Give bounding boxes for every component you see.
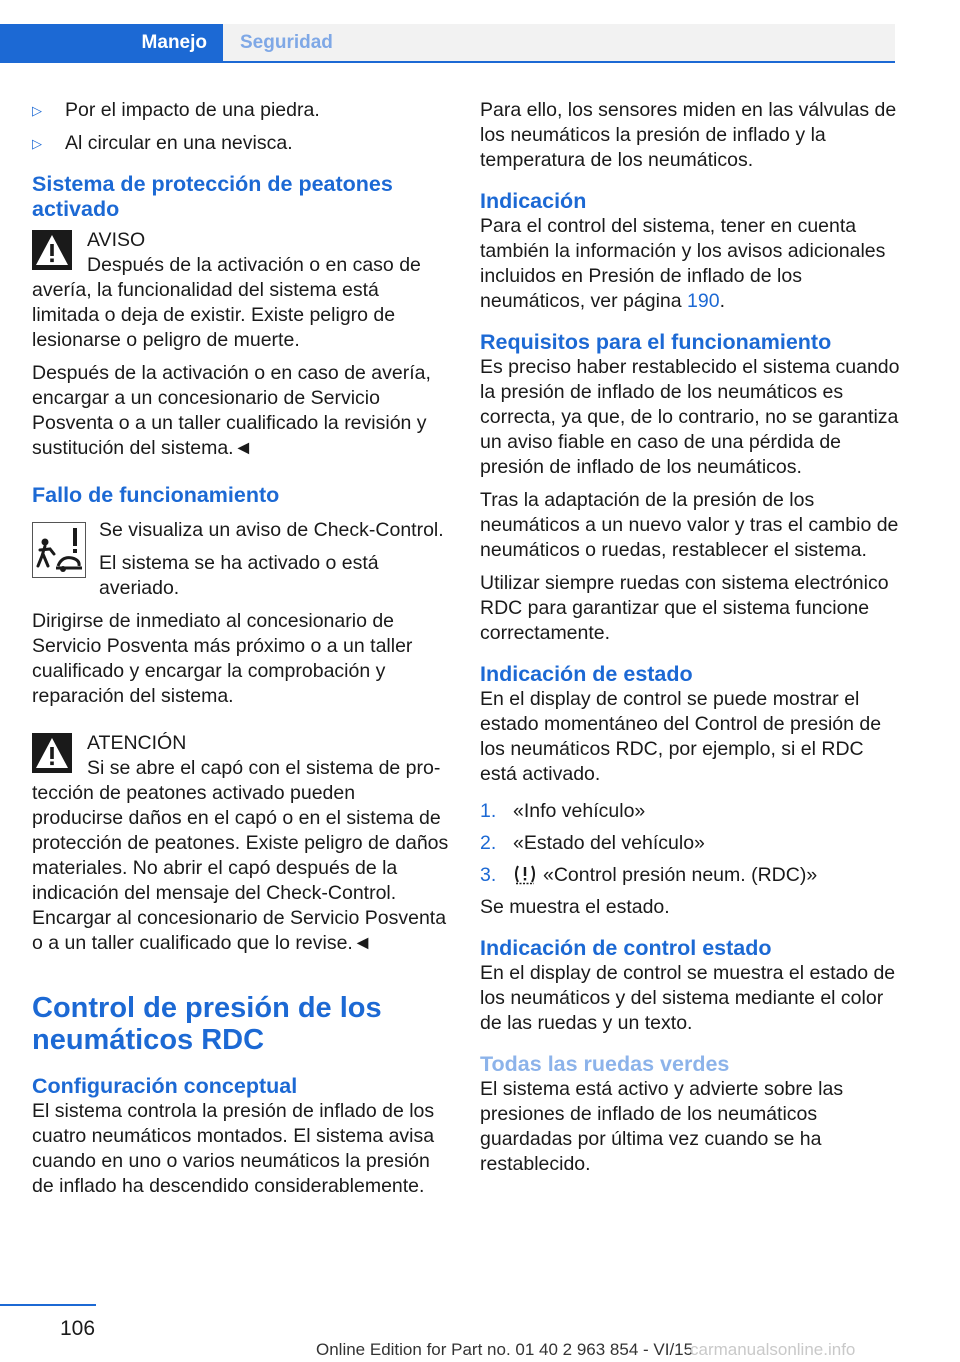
paragraph: Utilizar siempre ruedas con sistema electrónico RDC para garantizar que el sistema funcione correctamente. <box>480 572 889 644</box>
warning-text: Después de la activación o en caso de <box>87 254 421 276</box>
paragraph: Tras la adaptación de la presión de los neumáticos a un nuevo valor y tras el cambio de neumáticos o ruedas, restablecer el sistema. <box>480 489 899 561</box>
section-heading-all-green: Todas las ruedas verdes <box>480 1052 730 1076</box>
paragraph: Es preciso haber restablecido el sistema cuando la presión de inflado de los neumáticos es correcta, ya que, de lo contrario, no se garantiza un aviso fiable en caso de una pérdida de presión de inflado de los neumáticos. <box>480 356 900 478</box>
watermark: carmanualsonline.info <box>690 1340 856 1359</box>
step-list <box>480 799 900 888</box>
warning-triangle-icon <box>32 733 72 773</box>
list-item: 2. «Estado del vehículo» <box>480 832 705 854</box>
page-header <box>0 0 960 64</box>
paragraph: En el display de control se muestra el estado de los neumáticos y del sistema mediante el color de las ruedas y un texto. <box>480 962 896 1034</box>
section-heading-concept: Configuración conceptual <box>32 1074 298 1098</box>
paragraph: Para ello, los sensores miden en las válvulas de los neumáticos la presión de inflado y la temperatura de los neumáticos. <box>480 99 897 171</box>
header-rule <box>0 61 895 63</box>
paragraph: El sistema controla la presión de inflado de los cuatro neumáticos montados. El sistema avisa cuando en uno o varios neumáticos la presión de inflado ha descendido considerablemente. <box>32 1100 435 1197</box>
fault-line-2: El sistema se ha activado o está averiado. <box>99 552 379 599</box>
paragraph: Dirigirse de inmediato al concesionario de Servicio Posventa más próximo o a un taller cualificado y encargar la comprobación y reparación del sistema. <box>32 610 413 707</box>
tab-manejo[interactable]: Manejo <box>0 24 223 61</box>
warning-block <box>32 228 450 278</box>
list-item: ▷ Por el impacto de una piedra. <box>32 99 320 121</box>
caution-text-continued: tección de peatones activado pueden producirse daños en el capó o en el sistema de protección de peatones. Existe peligro de daños materiales. No abrir el capó después de la indicación del mensaje del Check-Control. Encargar al concesionario de Servicio Posventa o a un taller cualificado que lo revise.◄ <box>32 782 449 954</box>
triangle-bullet-icon: ▷ <box>32 136 42 151</box>
section-heading-requirements: Requisitos para el funcionamiento <box>480 330 832 354</box>
warning-text-continued: avería, la funcionalidad del sistema está limitada o deja de existir. Existe peligro de lesionarse o peligro de muerte. <box>32 279 396 351</box>
left-column <box>32 98 450 1207</box>
caution-label: ATENCIÓN <box>87 732 187 754</box>
paragraph: El sistema está activo y advierte sobre las presiones de inflado de los neumáticos guardadas por última vez cuando se ha restablecido. <box>480 1078 844 1175</box>
paragraph: Después de la activación o en caso de avería, encargar a un concesionario de Servicio Posventa o a un taller cualificado la revisión y sustitución del sistema.◄ <box>32 362 431 459</box>
caution-text: Si se abre el capó con el sistema de pro- <box>87 757 441 779</box>
list-item: 1. «Info vehículo» <box>480 800 646 822</box>
section-heading-indication: Indicación <box>480 189 587 213</box>
warning-label: AVISO <box>87 229 146 251</box>
paragraph: Se muestra el estado. <box>480 896 670 918</box>
chapter-title: Control de presión de los neumáticos RDC <box>32 992 382 1056</box>
fault-line-1: Se visualiza un aviso de Check-Control. <box>99 519 444 541</box>
section-heading-status-display: Indicación de estado <box>480 662 693 686</box>
triangle-bullet-icon: ▷ <box>32 103 42 118</box>
right-column <box>480 98 900 1185</box>
section-heading-malfunction: Fallo de funcionamiento <box>32 483 280 507</box>
tire-pressure-icon <box>513 863 537 885</box>
page-number-rule <box>0 1304 96 1306</box>
edition-footer: Online Edition for Part no. 01 40 2 963 854 - VI/15 <box>316 1340 694 1359</box>
section-heading-pedestrian-protection: Sistema de protección de peatones activado <box>32 172 393 221</box>
caution-block <box>32 731 450 781</box>
check-control-block <box>32 518 450 601</box>
list-item: 3. «Control presión neum. (RDC)» <box>480 864 818 886</box>
page-link[interactable]: 190 <box>687 290 720 312</box>
list-item: ▷ Al circular en una nevisca. <box>32 132 293 154</box>
bullet-list <box>32 98 450 156</box>
page-number: 106 <box>60 1317 96 1340</box>
paragraph: Para el control del sistema, tener en cuenta también la información y los avisos adicionales incluidos en Presión de inflado de los neumáticos, ver página 190. <box>480 215 886 312</box>
tab-seguridad[interactable]: Seguridad <box>223 24 895 61</box>
pedestrian-protection-icon <box>32 522 86 578</box>
section-heading-status-control: Indicación de control estado <box>480 936 772 960</box>
paragraph: En el display de control se puede mostrar el estado momentáneo del Control de presión de los neumáticos RDC, por ejemplo, si el RDC está activado. <box>480 688 882 785</box>
warning-triangle-icon <box>32 230 72 270</box>
